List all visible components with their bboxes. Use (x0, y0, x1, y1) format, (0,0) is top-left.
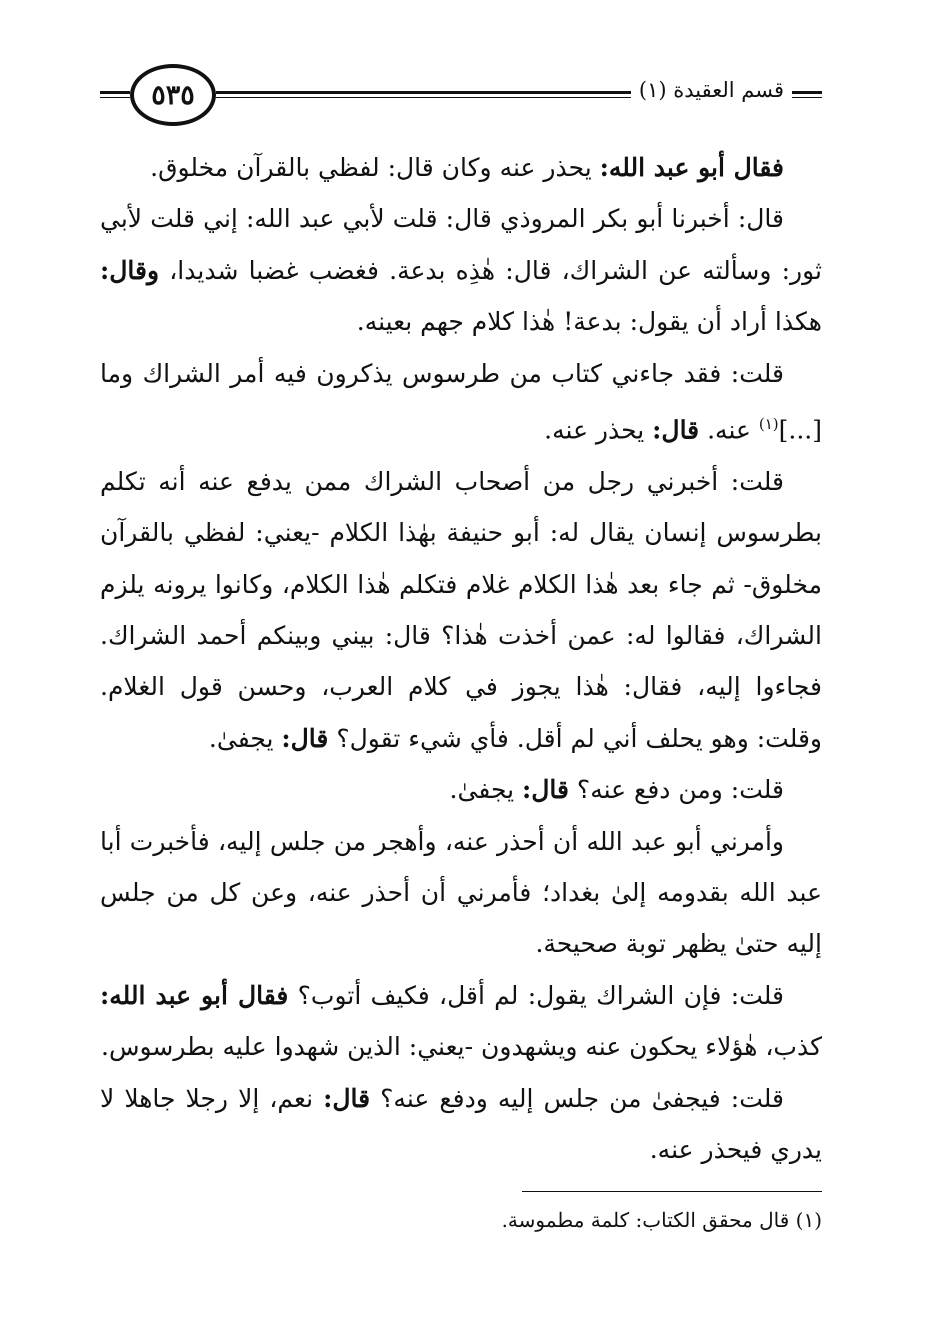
paragraph-text: هكذا أراد أن يقول: بدعة! هٰذا كلام جهم بعينه. (356, 307, 822, 337)
speaker-label: قال: (281, 723, 329, 753)
paragraph-3 (100, 348, 822, 456)
speaker-label: قال: (323, 1083, 371, 1113)
paragraph-8 (100, 1073, 822, 1176)
page-header (100, 62, 822, 132)
paragraph-text: كذب، هٰؤلاء يحكون عنه ويشهدون -يعني: الذين شهدوا عليه بطرسوس. (101, 1032, 822, 1062)
running-title: قسم العقيدة (١) (631, 78, 792, 102)
paragraph-1 (100, 142, 822, 193)
footnote: (١) قال محقق الكتاب: كلمة مطموسة. (501, 1208, 822, 1232)
paragraph-text: قلت: فإن الشراك يقول: لم أقل، فكيف أتوب؟ (288, 980, 784, 1010)
paragraph-6: وأمرني أبو عبد الله أن أحذر عنه، وأهجر من جلس إليه، فأخبرت أبا عبد الله بقدومه إلىٰ بغداد؛ فأمرني أن أحذر عنه، وعن كل من جلس إليه حتىٰ يظهر توبة صحيحة. (100, 826, 822, 959)
paragraph-5 (100, 764, 822, 815)
paragraph-text: يحذر عنه. (544, 415, 653, 445)
paragraph-text: نعم، إلا رجلا جاهلا لا يدري فيحذر عنه. (100, 1083, 822, 1165)
paragraph-text: قلت: أخبرني رجل من أصحاب الشراك ممن يدفع عنه أنه تكلم بطرسوس إنسان يقال له: أبو حنيفة بهٰذا الكلام -يعني: لفظي بالقرآن مخلوق- ثم جاء بعد هٰذا الكلام غلام فتكلم هٰذا الكلام، وكانوا يرونه يلزم الشراك، فقالوا له: عمن أخذت هٰذا؟ قال: بيني وبينكم أحمد الشراك. فجاءوا إليه، فقال: هٰذا يجوز في كلام العرب، وحسن قول الغلام. وقلت: وهو يحلف أني لم أقل. فأي شيء تقول؟ (100, 466, 822, 753)
speaker-label: فقال أبو عبد الله: (100, 980, 289, 1010)
paragraph-text: يجفىٰ. (208, 723, 282, 753)
header-rule-right-thin (792, 97, 822, 98)
paragraph-text: يجفىٰ. (449, 775, 523, 805)
footnote-ref: (١) (758, 415, 779, 434)
speaker-label: فقال أبو عبد الله: (599, 153, 784, 182)
footnote-divider (522, 1191, 822, 1192)
paragraph-2 (100, 193, 822, 347)
paragraph-text: قلت: ومن دفع عنه؟ (568, 775, 784, 805)
paragraph-text: يحذر عنه وكان قال: لفظي بالقرآن مخلوق. (150, 153, 600, 182)
speaker-label: قال: (652, 415, 700, 445)
paragraph-text: عنه. (699, 415, 759, 445)
body-text (100, 142, 822, 1175)
page-number: ٥٣٥ (130, 64, 216, 126)
speaker-label: وقال: (100, 255, 160, 285)
paragraph-4 (100, 456, 822, 764)
paragraph-7 (100, 970, 822, 1073)
header-rule-left-thin (100, 97, 130, 98)
header-rule-right (792, 91, 822, 94)
paragraph-text: قلت: فيجفىٰ من جلس إليه ودفع عنه؟ (370, 1083, 784, 1113)
header-rule-left (100, 91, 130, 94)
paragraph-text: قلت: فقد جاءني كتاب من طرسوس يذكرون فيه أمر الشراك وما [...] (100, 358, 822, 445)
paragraph-text: قال: أخبرنا أبو بكر المروذي قال: قلت لأبي عبد الله: إني قلت لأبي ثور: وسألته عن الشراك، قال: هٰذِه بدعة. فغضب غضبا شديدا، (100, 204, 822, 285)
speaker-label: قال: (522, 775, 569, 805)
